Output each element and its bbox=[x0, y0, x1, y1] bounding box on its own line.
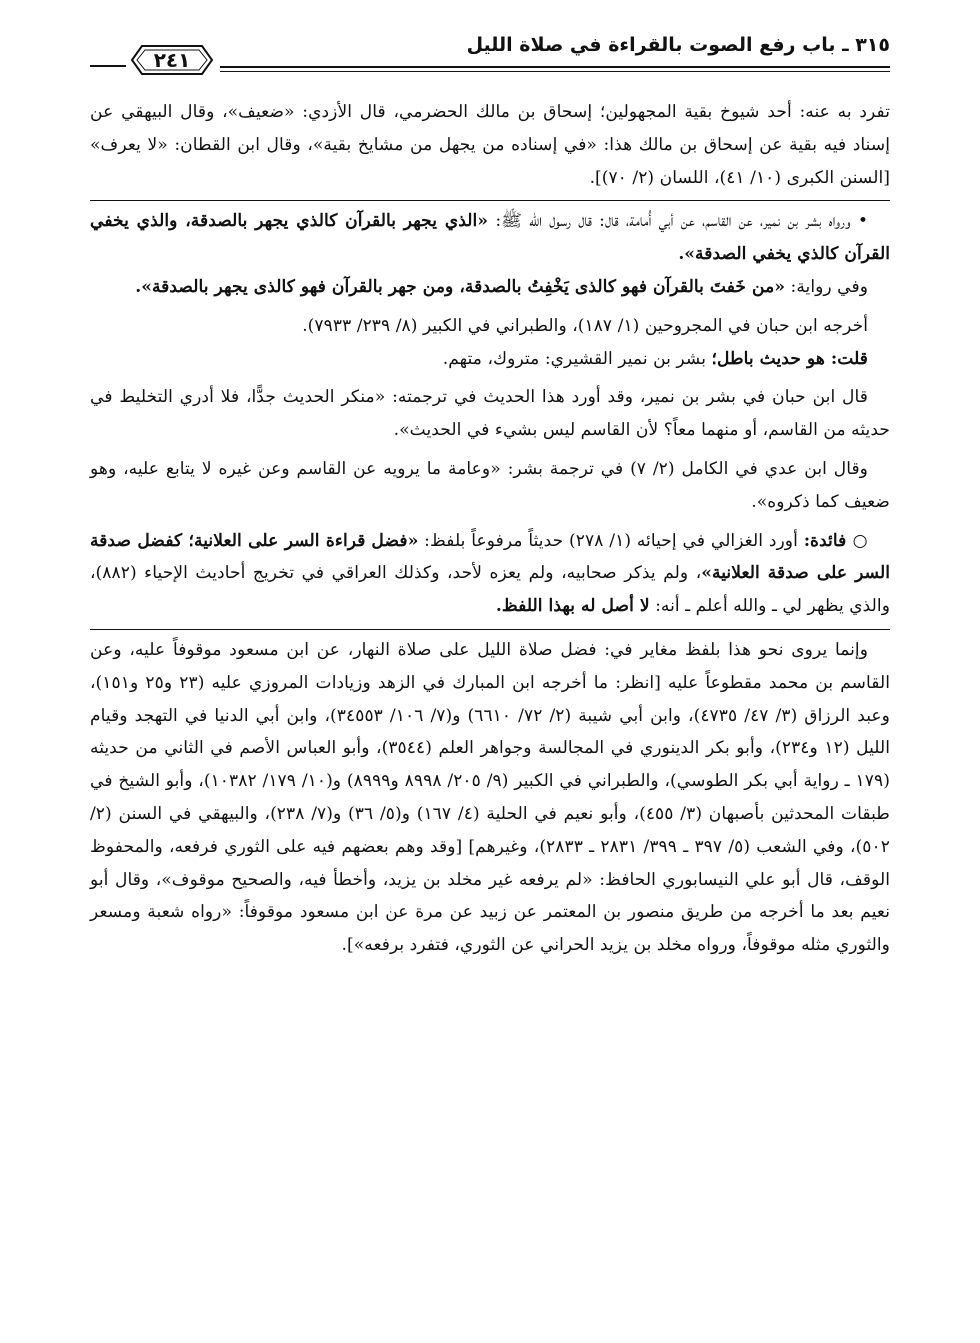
page-header bbox=[90, 22, 890, 82]
paragraph-3-hadith: «من خَفتَ بالقرآن فهو كالذى يَخْفِتُ بالصدقة، ومن جهر بالقرآن فهو كالذى يجهر بالصدقة». bbox=[135, 276, 786, 297]
paragraph-8 bbox=[90, 525, 890, 623]
header-rule-thin bbox=[220, 71, 890, 72]
paragraph-2-lead: • ورواه بشر بن نمير، عن القاسم، عن أبي أُمامة، قال: قال رسول الله ﷺ: bbox=[488, 211, 869, 232]
paragraph-1: تفرد به عنه: أحد شيوخ بقية المجهولين؛ إسحاق بن مالك الحضرمي، قال الأزدي: «ضعيف»، وقال البيهقي عن إسناد فيه بقية عن إسحاق بن مالك هذا: «في إسناده من يجهل من مشايخ بقية»، وقال ابن القطان: «لا يعرف» [السنن الكبرى (١٠/ ٤١)، اللسان (٢/ ٧٠)]. bbox=[90, 102, 890, 188]
paragraph-5-rest: بشر بن نمير القشيري: متروك، متهم. bbox=[442, 348, 712, 369]
chapter-title: ٣١٥ ـ باب رفع الصوت بالقراءة في صلاة الليل bbox=[466, 34, 890, 56]
paragraph-7: وقال ابن عدي في الكامل (٢/ ٧) في ترجمة بشر: «وعامة ما يرويه عن القاسم وعن غيره لا يتابع عليه، وهو ضعيف كما ذكروه». bbox=[90, 458, 890, 512]
paragraph-4: أخرجه ابن حبان في المجروحين (١/ ١٨٧)، والطبراني في الكبير (٨/ ٢٣٩/ ٧٩٣٣). bbox=[302, 315, 868, 336]
paragraph-8-lead: أورد الغزالي في إحيائه (١/ ٢٧٨) حديثاً مرفوعاً بلفظ: bbox=[418, 530, 804, 551]
paragraph-8-label: ○ فائدة: bbox=[803, 530, 869, 551]
paragraph-8-hadith: «فضل قراءة السر على العلانية؛ كفضل صدقة السر على صدقة العلانية» bbox=[90, 530, 890, 584]
page-body bbox=[90, 96, 890, 962]
header-rule bbox=[220, 66, 890, 68]
paragraph-6: قال ابن حبان في بشر بن نمير، وقد أورد هذا الحديث في ترجمته: «منكر الحديث جدًّا، فلا أدري التخليط في حديثه من القاسم، أو منهما معاً؟ لأن القاسم ليس بشيء في الحديث». bbox=[90, 387, 890, 441]
paragraph-8-verdict: لا أصل له بهذا اللفظ. bbox=[495, 596, 650, 617]
paragraph-3 bbox=[90, 271, 890, 304]
page-number: ٢٤١ bbox=[153, 48, 191, 72]
paragraph-5 bbox=[90, 343, 890, 376]
paragraph-2 bbox=[90, 200, 890, 271]
paragraph-3-lead: وفي رواية: bbox=[785, 276, 868, 297]
header-left-dash bbox=[90, 65, 126, 67]
paragraph-5-verdict: قلت: هو حديث باطل؛ bbox=[711, 348, 868, 369]
paragraph-2-hadith: «الذي يجهر بالقرآن كالذي يجهر بالصدقة، والذي يخفي القرآن كالذي يخفي الصدقة». bbox=[90, 211, 890, 265]
paragraph-9: وإنما يروى نحو هذا بلفظ مغاير في: فضل صلاة الليل على صلاة النهار، عن ابن مسعود موقوفاً عليه، وعن القاسم بن محمد مقطوعاً عليه [انظر: ما أخرجه ابن المبارك في الزهد وزيادات المروزي عليه (٢٣ و٢٥ و١٥١)، وعبد الرزاق (٣/ ٤٧/ ٤٧٣٥)، وابن أبي شيبة (٢/ ٧٢/ ٦٦١٠) و(٧/ ١٠٦/ ٣٤٥٥٣)، وابن أبي الدنيا في التهجد وقيام الليل (١٢ و٢٣٤)، وأبو بكر الدينوري في المجالسة وجواهر العلم (٣٥٤٤)، وأبو العباس الأصم في الثاني من حديثه (١٧٩ ـ رواية أبي بكر الطوسي)، والطبراني في الكبير (٩/ ٢٠٥/ ٨٩٩٨ و٨٩٩٩) و(١٠/ ١٧٩/ ١٠٣٨٢)، وأبو الشيخ في طبقات المحدثين بأصبهان (٣/ ٤٥٥)، وأبو نعيم في الحلية (٤/ ١٦٧) و(٥/ ٣٦) و(٧/ ٢٣٨)، والبيهقي في السنن (٢/ ٥٠٢)، وفي الشعب (٥/ ٣٩٧ ـ ٣٩٩/ ٢٨٣١ ـ ٢٨٣٣)، وغيرهم] [وقد وهم بعضهم فيه على الثوري فرفعه، والمحفوظ الوقف، قال أبو علي النيسابوري الحافظ: «لم يرفعه غير مخلد بن يزيد، وأخطأ فيه، والصحيح موقوف»، وقال أبو نعيم بعد ما أخرجه من طريق منصور بن المعتمر عن زبيد عن مرة عن ابن مسعود موقوفاً: «رواه شعبة ومسعر والثوري مثله موقوفاً، ورواه مخلد بن يزيد الحراني عن الثوري، فتفرد برفعه»]. bbox=[90, 629, 890, 962]
page-number-frame bbox=[128, 42, 216, 78]
paragraph-8-mid: ، ولم يذكر صحابيه، ولم يعزه لأحد، وكذلك العراقي في تخريج أحاديث الإحياء (٨٨٢)، والذي يظهر لي ـ والله أعلم ـ أنه: bbox=[90, 563, 890, 617]
